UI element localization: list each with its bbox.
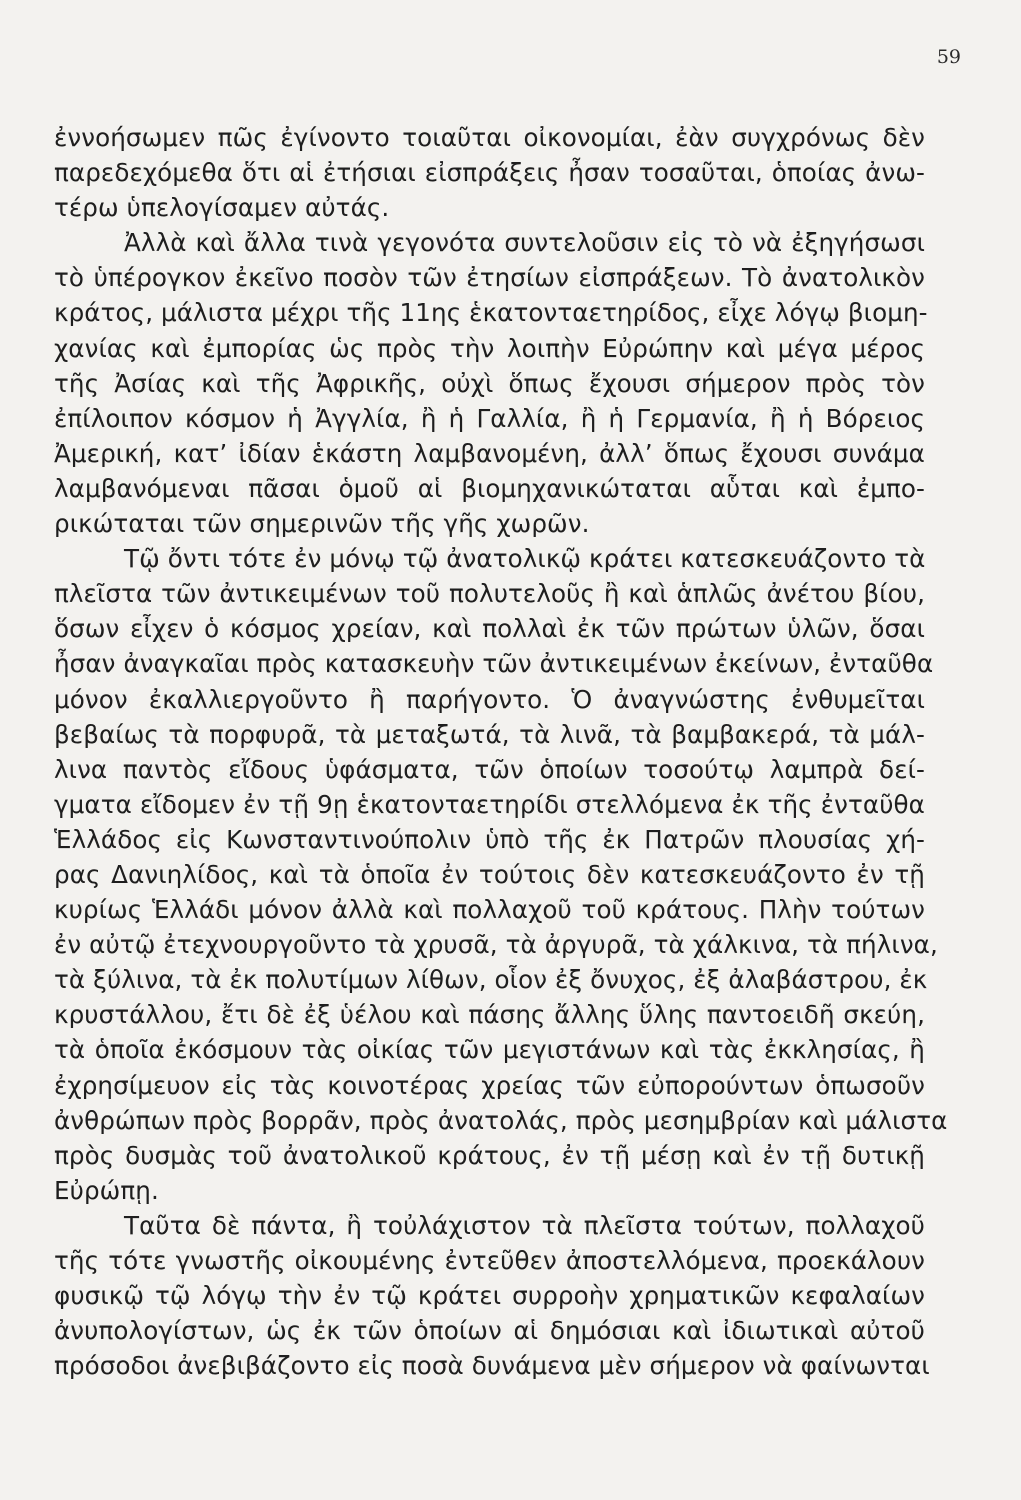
page-number: 59 xyxy=(936,46,961,68)
text-line: ἦσαν ἀναγκαῖαι πρὸς κατασκευὴν τῶν ἀντικειμένων ἐκείνων, ἐνταῦθα xyxy=(54,649,934,679)
text-line: ἐννοήσωμεν πῶς ἐγίνοντο τοιαῦται οἰκονομίαι, ἐὰν συγχρόνως δὲν xyxy=(54,123,925,152)
text-line: λινα παντὸς εἴδους ὑφάσματα, τῶν ὁποίων τοσούτῳ λαμπρὰ δεί- xyxy=(54,754,925,784)
text-line: γματα εἴδομεν ἐν τῇ 9ῃ ἑκατονταετηρίδι στελλόμενα ἐκ τῆς ἐνταῦθα xyxy=(54,789,925,819)
body-text xyxy=(54,120,948,1383)
text-line: τέρω ὑπελογίσαμεν αὐτάς. xyxy=(54,193,390,223)
text-line: ρας Δανιηλίδος, καὶ τὰ ὁποῖα ἐν τούτοις δὲν κατεσκευάζοντο ἐν τῇ xyxy=(54,859,925,889)
text-line: τῆς τότε γνωστῆς οἰκουμένης ἐντεῦθεν ἀποστελλόμενα, προεκάλουν xyxy=(54,1246,925,1275)
text-line: χανίας καὶ ἐμπορίας ὡς πρὸς τὴν λοιπὴν Εὐρώπην καὶ μέγα μέρος xyxy=(54,333,925,363)
text-line: Τῷ ὄντι τότε ἐν μόνῳ τῷ ἀνατολικῷ κράτει κατεσκευάζοντο τὰ xyxy=(124,544,926,574)
text-line: πρὸς δυσμὰς τοῦ ἀνατολικοῦ κράτους, ἐν τῇ μέσῃ καὶ ἐν τῇ δυτικῇ xyxy=(54,1140,925,1170)
text-line: ἀνυπολογίστων, ὡς ἐκ τῶν ὁποίων αἱ δημόσιαι καὶ ἰδιωτικαὶ αὐτοῦ xyxy=(54,1316,925,1346)
text-line: ἐν αὐτῷ ἐτεχνουργοῦντο τὰ χρυσᾶ, τὰ ἀργυρᾶ, τὰ χάλκινα, τὰ πήλινα, xyxy=(54,930,938,960)
text-line: ρικώταται τῶν σημερινῶν τῆς γῆς χωρῶν. xyxy=(54,509,590,539)
text-line: παρεδεχόμεθα ὅτι αἱ ἐτήσιαι εἰσπράξεις ἦσαν τοσαῦται, ὁποίας ἀνω- xyxy=(54,158,925,188)
text-line: κυρίως Ἑλλάδι μόνον ἀλλὰ καὶ πολλαχοῦ τοῦ κράτους. Πλὴν τούτων xyxy=(54,895,925,925)
text-line: Ἀμερική, κατ’ ἰδίαν ἑκάστη λαμβανομένη, ἀλλ’ ὅπως ἔχουσι συνάμα xyxy=(54,438,925,468)
text-line: τὰ ὁποῖα ἐκόσμουν τὰς οἰκίας τῶν μεγιστάνων καὶ τὰς ἐκκλησίας, ἢ xyxy=(54,1035,925,1065)
text-line: Ἑλλάδος εἰς Κωνσταντινούπολιν ὑπὸ τῆς ἐκ Πατρῶν πλουσίας χή- xyxy=(54,824,925,854)
text-line: λαμβανόμεναι πᾶσαι ὁμοῦ αἱ βιομηχανικώταται αὗται καὶ ἐμπο- xyxy=(54,473,925,503)
text-line: Εὐρώπῃ. xyxy=(54,1175,159,1205)
text-line: τὰ ξύλινα, τὰ ἐκ πολυτίμων λίθων, οἷον ἐξ ὄνυχος, ἐξ ἀλαβάστρου, ἐκ xyxy=(54,965,928,995)
text-line: μόνον ἐκαλλιεργοῦντο ἢ παρήγοντο. Ὁ ἀναγνώστης ἐνθυμεῖται xyxy=(54,684,925,714)
text-line: κράτος, μάλιστα μέχρι τῆς 11ης ἑκατονταετηρίδος, εἶχε λόγῳ βιομη- xyxy=(54,298,928,328)
text-line: κρυστάλλου, ἔτι δὲ ἐξ ὑέλου καὶ πάσης ἄλλης ὕλης παντοειδῆ σκεύη, xyxy=(54,1000,925,1030)
text-line: ἀνθρώπων πρὸς βορρᾶν, πρὸς ἀνατολάς, πρὸς μεσημβρίαν καὶ μάλιστα xyxy=(54,1105,948,1135)
text-line: πρόσοδοι ἀνεβιβάζοντο εἰς ποσὰ δυνάμενα μὲν σήμερον νὰ φαίνωνται xyxy=(54,1351,930,1381)
text-line: ἐπίλοιπον κόσμον ἡ Ἀγγλία, ἢ ἡ Γαλλία, ἢ ἡ Γερμανία, ἢ ἡ Βόρειος xyxy=(54,403,925,433)
text-line: ἐχρησίμευον εἰς τὰς κοινοτέρας χρείας τῶν εὐπορούντων ὁπωσοῦν xyxy=(54,1070,925,1100)
text-line: Ἀλλὰ καὶ ἄλλα τινὰ γεγονότα συντελοῦσιν εἰς τὸ νὰ ἐξηγήσωσι xyxy=(124,228,925,258)
text-line: φυσικῷ τῷ λόγῳ τὴν ἐν τῷ κράτει συρροὴν χρηματικῶν κεφαλαίων xyxy=(54,1281,925,1311)
text-line: τῆς Ἀσίας καὶ τῆς Ἀφρικῆς, οὐχὶ ὅπως ἔχουσι σήμερον πρὸς τὸν xyxy=(54,368,925,398)
text-line: ὅσων εἶχεν ὁ κόσμος χρείαν, καὶ πολλαὶ ἐκ τῶν πρώτων ὑλῶν, ὅσαι xyxy=(54,614,925,644)
text-line: βεβαίως τὰ πορφυρᾶ, τὰ μεταξωτά, τὰ λινᾶ, τὰ βαμβακερά, τὰ μάλ- xyxy=(54,719,925,749)
text-line: Ταῦτα δὲ πάντα, ἢ τοὐλάχιστον τὰ πλεῖστα τούτων, πολλαχοῦ xyxy=(124,1210,925,1240)
text-line: πλεῖστα τῶν ἀντικειμένων τοῦ πολυτελοῦς ἢ καὶ ἁπλῶς ἀνέτου βίου, xyxy=(54,579,925,609)
text-line: τὸ ὑπέρογκον ἐκεῖνο ποσὸν τῶν ἐτησίων εἰσπράξεων. Τὸ ἀνατολικὸν xyxy=(54,263,925,293)
